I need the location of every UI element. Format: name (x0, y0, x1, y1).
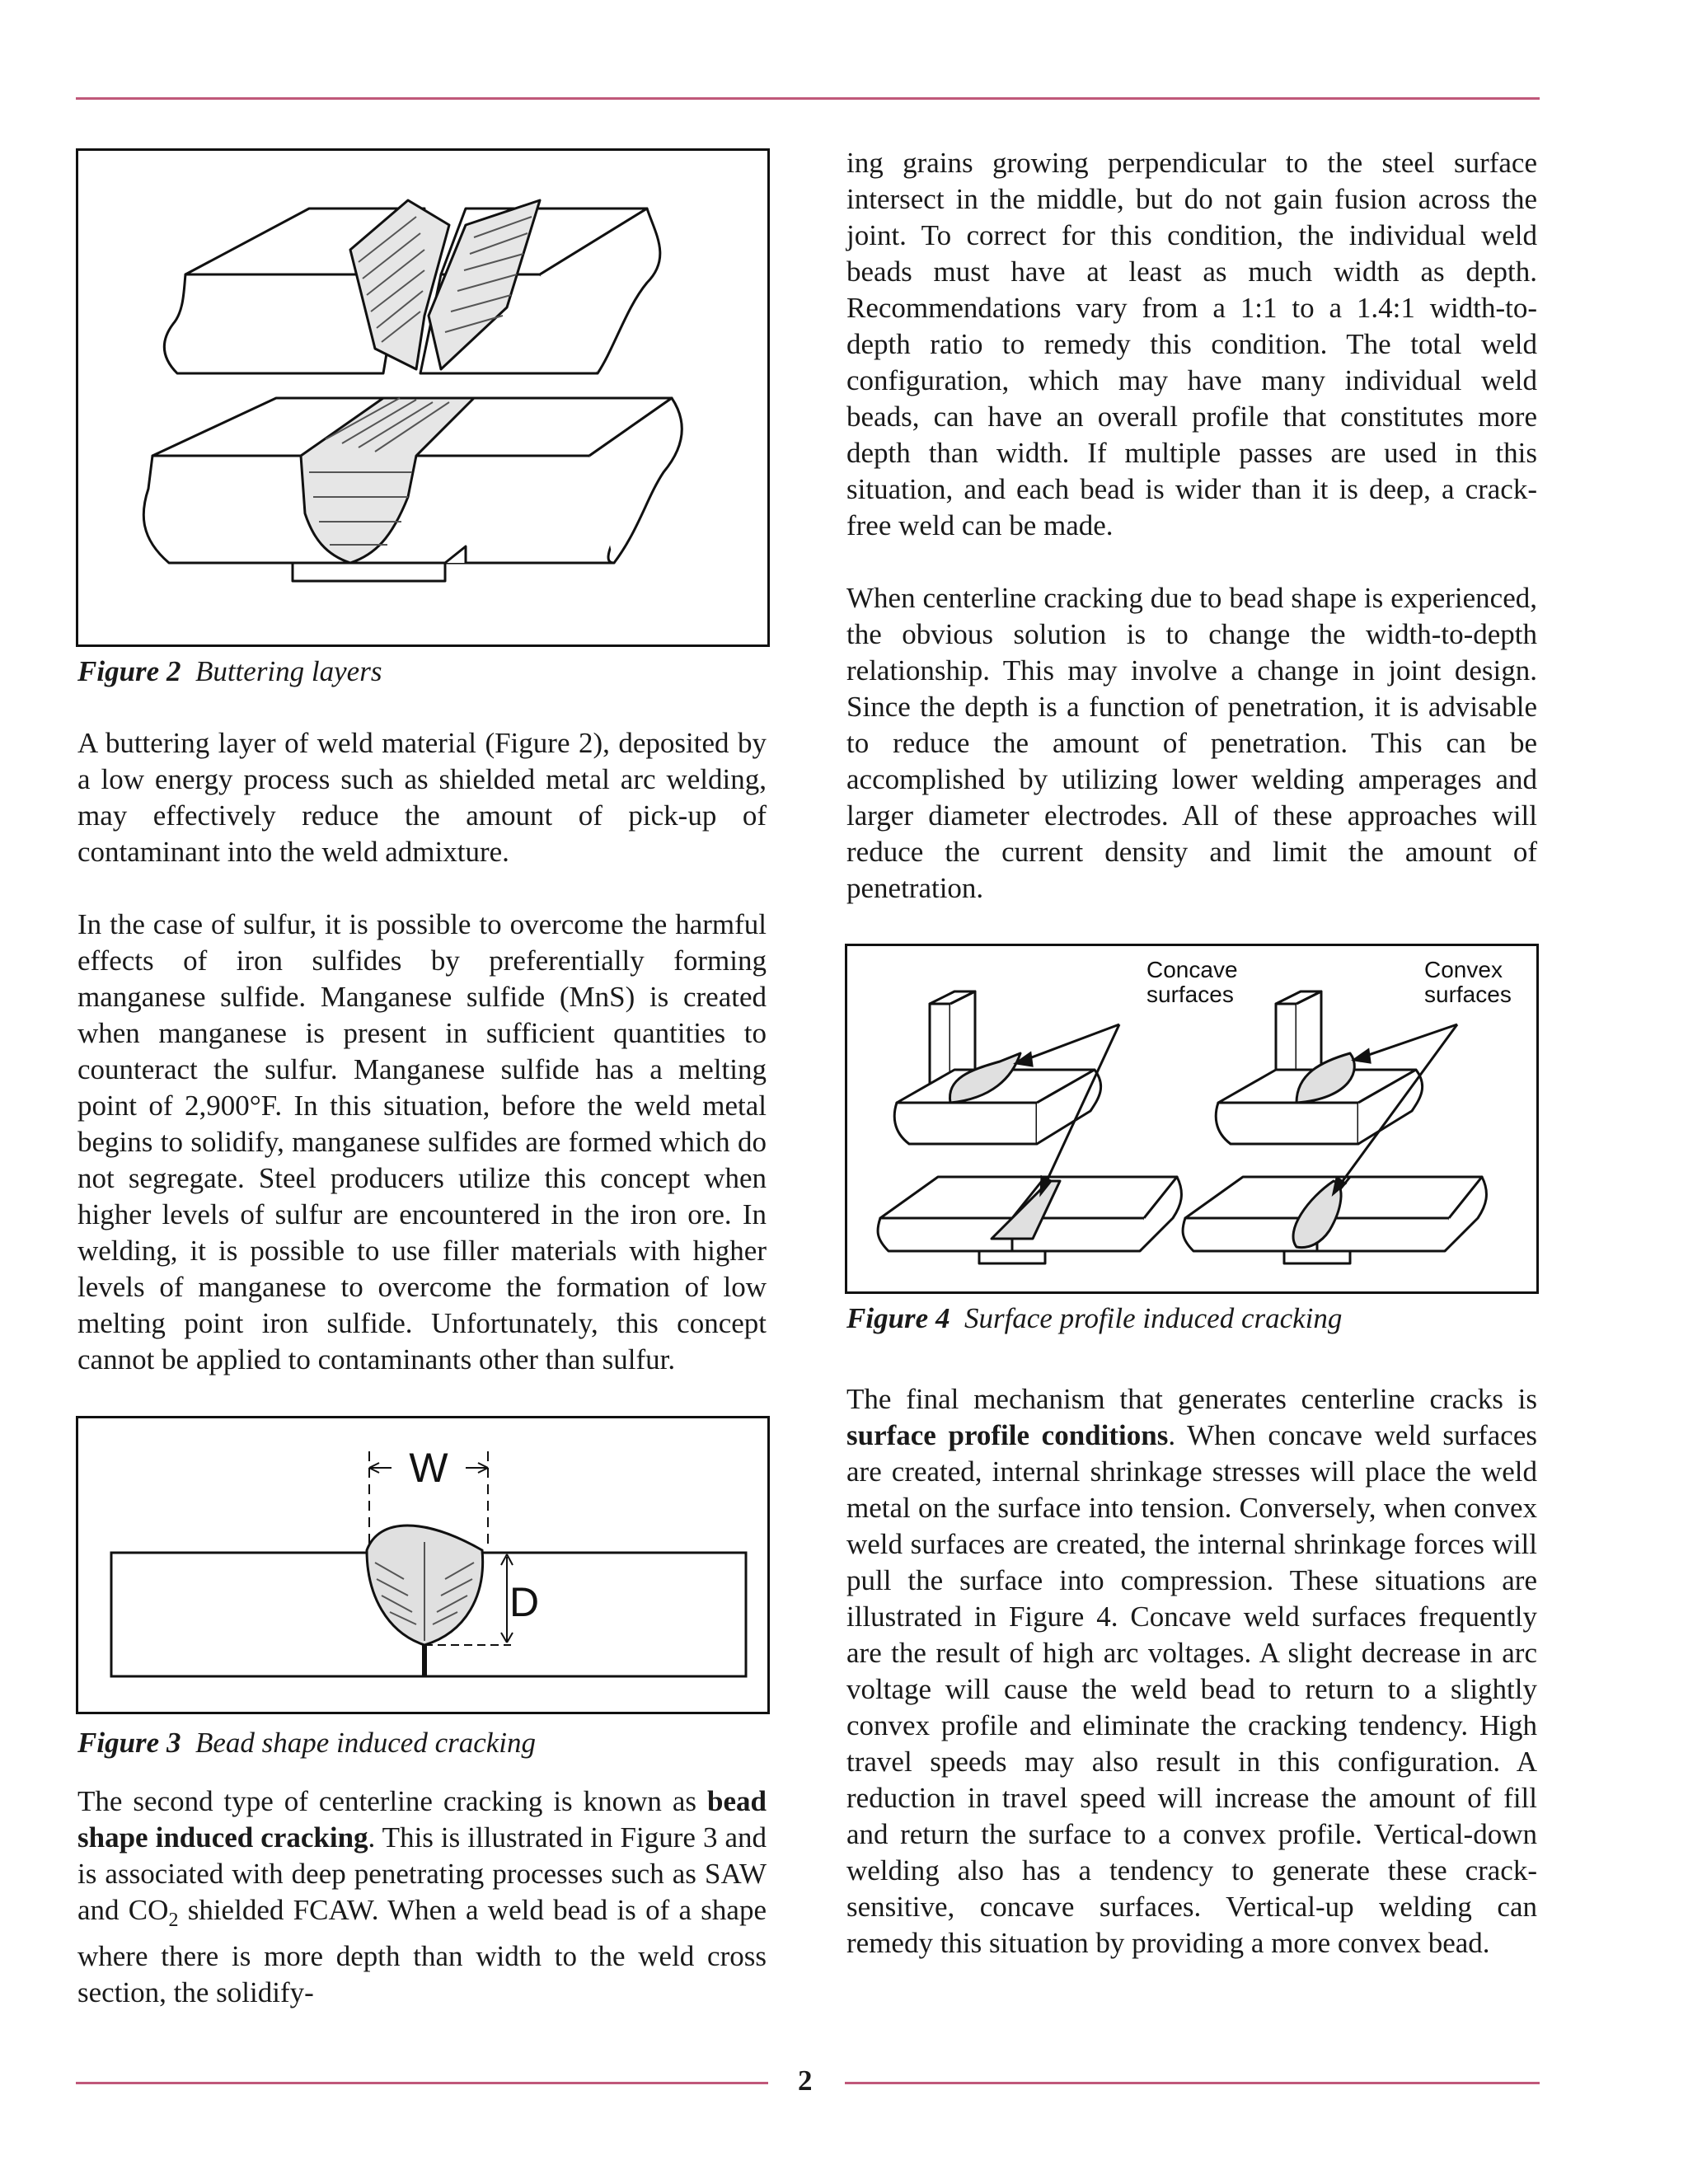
left-p3-subscript: 2 (168, 1910, 179, 1931)
figure-4-concave-label-line1: Concave (1146, 957, 1238, 982)
left-paragraph-2: In the case of sulfur, it is possible to overcome the harmful effects of iron sulfides by preferentially forming manganese sulfide. Manganese sulfide (MnS) is created when manganese is present in sufficient quantities to counteract the sulfur. Manganese sulfide has a melting point of 2,900°F. In this situation, before the weld metal begins to solidify, manganese sulfides are formed which do not segregate. Steel producers utilize this concept when higher levels of sulfur are encountered in the iron ore. In welding, it is possible to use filler materials with higher levels of manganese to overcome the formation of low melting point iron sulfide. Unfortunately, this concept cannot be applied to contaminants other than sulfur. (77, 908, 767, 1376)
right-p3-end: . When concave weld surfaces are created, internal shrinkage stresses will place the weld metal on the surface into tension. Conversely, when convex weld surfaces are created, the internal shrinkage forces will pull the surface into compression. These situations are illustrated in Figure 4. Concave weld surfaces frequently are the result of high arc voltages. A slight decrease in arc voltage will cause the weld bead to return to a slightly convex profile and eliminate the cracking tendency. High travel speeds may also result in this configuration. A reduction in travel speed will increase the amount of fill and return the surface to a convex profile. Vertical-down welding also has a tendency to generate these crack-sensitive, concave surfaces. Vertical-up welding can remedy this situation by providing a more convex bead. (846, 1419, 1537, 1959)
figure-2-title: Buttering layers (195, 655, 382, 687)
figure-4-convex-label-line2: surfaces (1424, 982, 1512, 1007)
right-paragraph-1: ing grains growing perpendicular to the steel surface intersect in the middle, but do not gain fusion across the joint. To correct for this condition, the individual weld beads must have at least as much width as depth. Recommendations vary from a 1:1 to a 1.4:1 width-to-depth ratio to remedy this condition. The total weld configuration, which may have many individual weld beads, can have an overall profile that constitutes more depth than width. If multiple passes are used in this situation, and each bead is wider than it is deep, a crack-free weld can be made. (846, 147, 1537, 541)
right-column-upper (846, 145, 1537, 907)
left-paragraph-3 (77, 1783, 767, 2011)
left-p3-end: shielded FCAW. When a weld bead is of a shape where there is more depth than width to the weld cross section, the solidify- (77, 1894, 767, 2008)
figure-4-number: Figure 4 (846, 1302, 950, 1334)
figure-2-buttering-layers (76, 148, 770, 647)
figure-2-caption (77, 654, 382, 690)
left-p3-intro: The second type of centerline cracking is known as (77, 1785, 708, 1817)
figure-4-convex-label-line1: Convex (1424, 957, 1503, 982)
figure-3-width-label: W (409, 1445, 448, 1491)
figure-4-concave-label-line2: surfaces (1146, 982, 1234, 1007)
right-column-lower (846, 1381, 1537, 1961)
figure-4-title: Surface profile induced cracking (964, 1302, 1343, 1334)
figure-3-caption (77, 1725, 536, 1761)
figure-4-caption (846, 1301, 1342, 1337)
right-paragraph-2: When centerline cracking due to bead shape is experienced, the obvious solution is to change the width-to-depth relationship. This may involve a change in joint design. Since the depth is a function of penetration, it is advisable to reduce the amount of penetration. This can be accomplished by utilizing lower welding amperages and larger diameter electrodes. All of these approaches will reduce the current density and limit the amount of penetration. (846, 582, 1537, 904)
figure-2-number: Figure 2 (77, 655, 181, 687)
figure-3-illustration (78, 1418, 767, 1712)
figure-4-illustration (847, 946, 1536, 1291)
right-p3-intro: The final mechanism that generates centerline cracks is (846, 1383, 1537, 1415)
figure-3-depth-label: D (509, 1579, 540, 1625)
left-column-upper (77, 725, 767, 1378)
figure-2-illustration (78, 151, 767, 644)
header-rule (76, 97, 1540, 100)
left-p3-mid: . This is illustrated in Figure 3 and is associated with deep penetrating processes such as SAW and CO (77, 1821, 767, 1926)
left-column-lower (77, 1783, 767, 2011)
footer-rule-left (76, 2082, 768, 2084)
figure-3-title: Bead shape induced cracking (195, 1727, 537, 1759)
footer-rule-right (845, 2082, 1540, 2084)
right-paragraph-3 (846, 1381, 1537, 1961)
figure-3-number: Figure 3 (77, 1727, 181, 1759)
figure-4-surface-profile (845, 944, 1539, 1294)
right-p3-bold: surface profile conditions (846, 1419, 1169, 1451)
figure-3-bead-shape (76, 1416, 770, 1714)
left-p3-bold: bead shape induced cracking (77, 1785, 767, 1854)
page-number: 2 (798, 2064, 813, 2097)
left-paragraph-1: A buttering layer of weld material (Figure 2), deposited by a low energy process such as shielded metal arc welding, may effectively reduce the amount of pick-up of contaminant into the weld admixture. (77, 727, 767, 868)
